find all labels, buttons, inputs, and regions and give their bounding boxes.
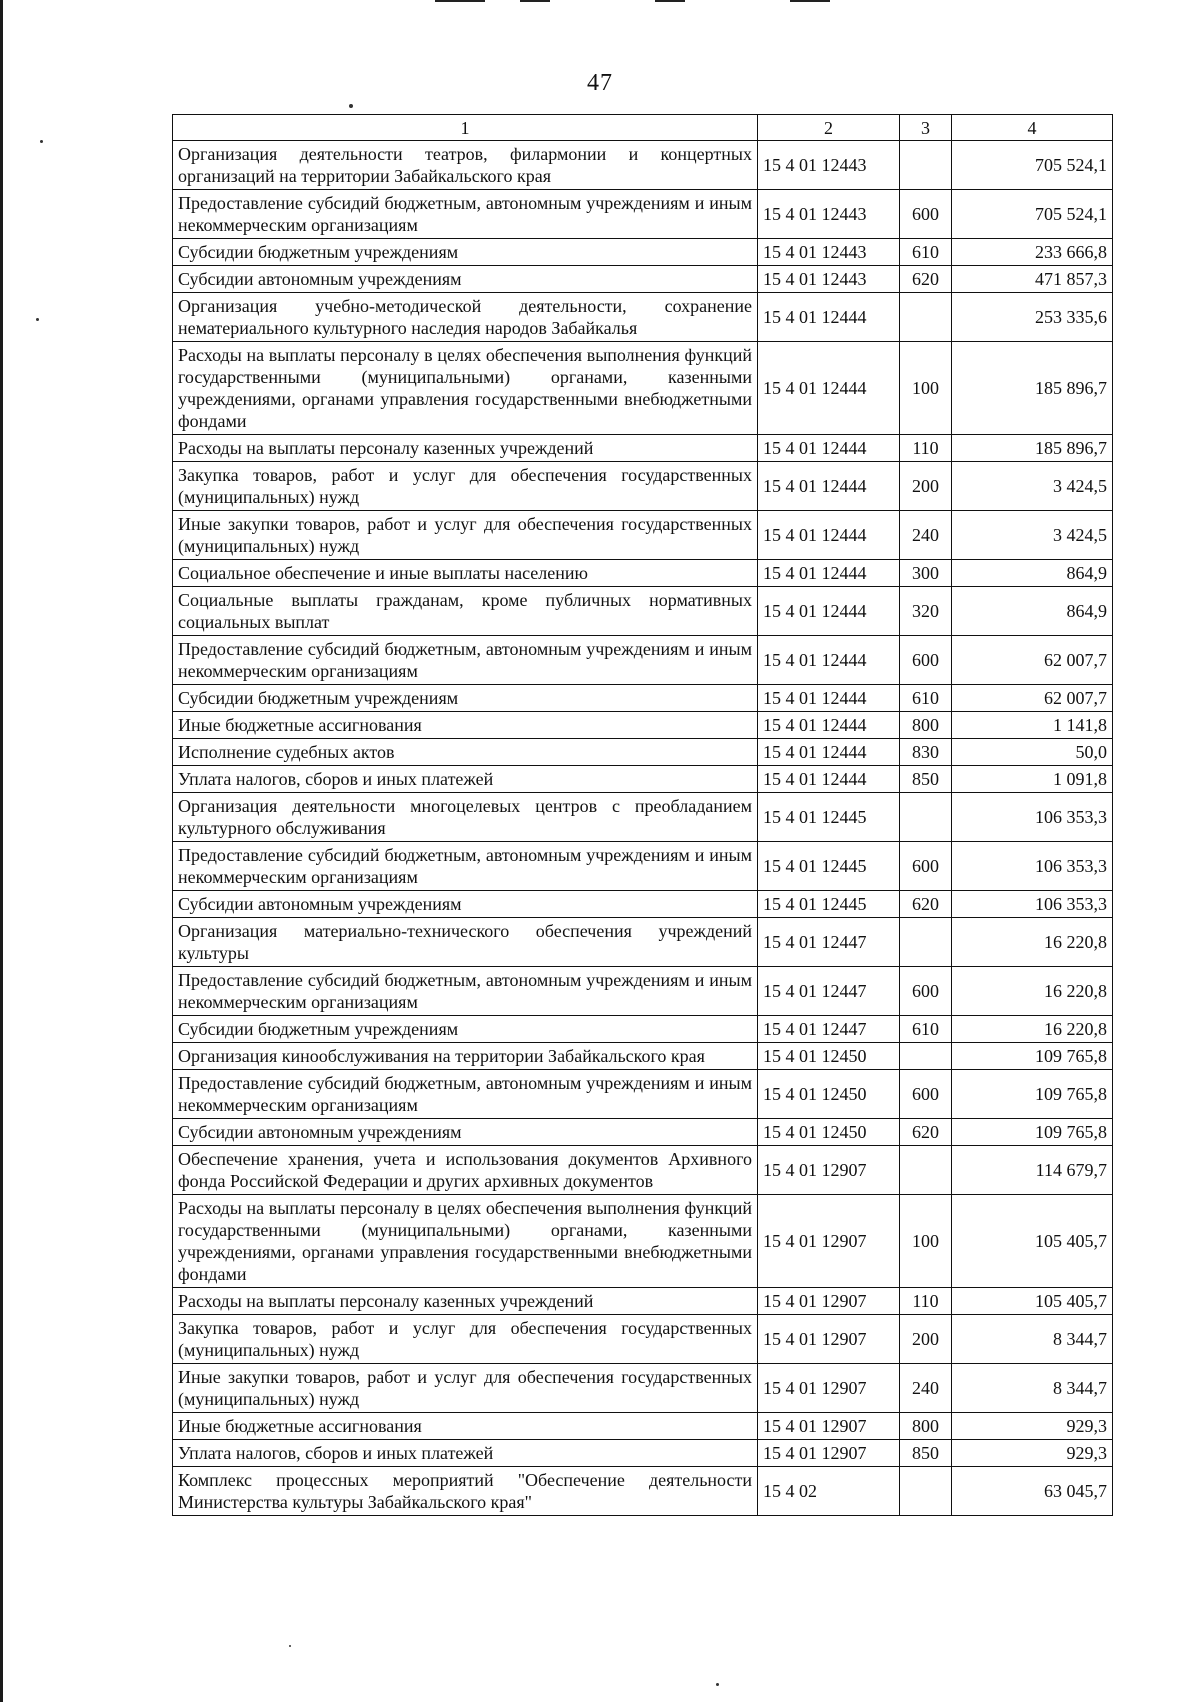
target-code-cell: 15 4 01 12445 bbox=[758, 793, 900, 842]
table-body bbox=[173, 141, 1113, 1516]
table-row bbox=[173, 435, 1113, 462]
amount-cell: 471 857,3 bbox=[952, 266, 1113, 293]
table-row bbox=[173, 1070, 1113, 1119]
table-row bbox=[173, 190, 1113, 239]
table-row bbox=[173, 239, 1113, 266]
expense-type-cell: 800 bbox=[900, 712, 952, 739]
table-row bbox=[173, 1315, 1113, 1364]
expense-name-cell: Субсидии бюджетным учреждениям bbox=[173, 1016, 758, 1043]
table-row bbox=[173, 1016, 1113, 1043]
amount-cell: 50,0 bbox=[952, 739, 1113, 766]
target-code-cell: 15 4 01 12444 bbox=[758, 462, 900, 511]
scan-top-mark bbox=[790, 0, 830, 2]
budget-table bbox=[172, 114, 1113, 1516]
expense-type-cell: 800 bbox=[900, 1413, 952, 1440]
target-code-cell: 15 4 01 12445 bbox=[758, 891, 900, 918]
expense-name-cell: Организация деятельности театров, филармонии и концертных организаций на территории Забайкальского края bbox=[173, 141, 758, 190]
table-row bbox=[173, 1364, 1113, 1413]
expense-type-cell: 110 bbox=[900, 1288, 952, 1315]
expense-name-cell: Расходы на выплаты персоналу казенных учреждений bbox=[173, 435, 758, 462]
amount-cell: 109 765,8 bbox=[952, 1043, 1113, 1070]
target-code-cell: 15 4 01 12444 bbox=[758, 342, 900, 435]
expense-type-cell: 600 bbox=[900, 190, 952, 239]
amount-cell: 62 007,7 bbox=[952, 685, 1113, 712]
target-code-cell: 15 4 01 12447 bbox=[758, 967, 900, 1016]
expense-name-cell: Социальное обеспечение и иные выплаты населению bbox=[173, 560, 758, 587]
expense-type-cell bbox=[900, 141, 952, 190]
target-code-cell: 15 4 01 12444 bbox=[758, 560, 900, 587]
expense-type-cell: 240 bbox=[900, 1364, 952, 1413]
amount-cell: 1 141,8 bbox=[952, 712, 1113, 739]
expense-name-cell: Субсидии бюджетным учреждениям bbox=[173, 685, 758, 712]
target-code-cell: 15 4 01 12444 bbox=[758, 636, 900, 685]
table-row bbox=[173, 918, 1113, 967]
table-row bbox=[173, 793, 1113, 842]
amount-cell: 16 220,8 bbox=[952, 1016, 1113, 1043]
column-header-2: 2 bbox=[758, 115, 900, 141]
expense-type-cell: 200 bbox=[900, 1315, 952, 1364]
target-code-cell: 15 4 01 12443 bbox=[758, 239, 900, 266]
amount-cell: 864,9 bbox=[952, 560, 1113, 587]
amount-cell: 3 424,5 bbox=[952, 511, 1113, 560]
table-row bbox=[173, 462, 1113, 511]
target-code-cell: 15 4 01 12907 bbox=[758, 1413, 900, 1440]
target-code-cell: 15 4 01 12443 bbox=[758, 141, 900, 190]
amount-cell: 105 405,7 bbox=[952, 1288, 1113, 1315]
amount-cell: 16 220,8 bbox=[952, 918, 1113, 967]
table-row bbox=[173, 266, 1113, 293]
scan-left-edge bbox=[0, 0, 3, 1702]
expense-name-cell: Иные закупки товаров, работ и услуг для обеспечения государственных (муниципальных) нужд bbox=[173, 511, 758, 560]
target-code-cell: 15 4 01 12444 bbox=[758, 435, 900, 462]
expense-name-cell: Субсидии автономным учреждениям bbox=[173, 266, 758, 293]
expense-type-cell: 110 bbox=[900, 435, 952, 462]
page-number: 47 bbox=[587, 70, 613, 96]
table-row bbox=[173, 1288, 1113, 1315]
column-header-4: 4 bbox=[952, 115, 1113, 141]
expense-type-cell: 620 bbox=[900, 266, 952, 293]
expense-name-cell: Предоставление субсидий бюджетным, автономным учреждениям и иным некоммерческим организациям bbox=[173, 1070, 758, 1119]
expense-type-cell: 620 bbox=[900, 1119, 952, 1146]
amount-cell: 109 765,8 bbox=[952, 1119, 1113, 1146]
amount-cell: 233 666,8 bbox=[952, 239, 1113, 266]
expense-type-cell: 620 bbox=[900, 891, 952, 918]
target-code-cell: 15 4 01 12444 bbox=[758, 766, 900, 793]
expense-name-cell: Уплата налогов, сборов и иных платежей bbox=[173, 766, 758, 793]
target-code-cell: 15 4 01 12450 bbox=[758, 1043, 900, 1070]
amount-cell: 105 405,7 bbox=[952, 1195, 1113, 1288]
target-code-cell: 15 4 02 bbox=[758, 1467, 900, 1516]
column-header-3: 3 bbox=[900, 115, 952, 141]
expense-type-cell: 100 bbox=[900, 342, 952, 435]
expense-type-cell bbox=[900, 1043, 952, 1070]
expense-name-cell: Исполнение судебных актов bbox=[173, 739, 758, 766]
expense-type-cell bbox=[900, 1146, 952, 1195]
expense-name-cell: Иные бюджетные ассигнования bbox=[173, 1413, 758, 1440]
scan-speck bbox=[40, 140, 43, 143]
expense-type-cell: 610 bbox=[900, 1016, 952, 1043]
expense-type-cell: 600 bbox=[900, 636, 952, 685]
amount-cell: 929,3 bbox=[952, 1413, 1113, 1440]
expense-type-cell: 240 bbox=[900, 511, 952, 560]
expense-type-cell: 200 bbox=[900, 462, 952, 511]
expense-name-cell: Комплекс процессных мероприятий "Обеспечение деятельности Министерства культуры Забайкальского края" bbox=[173, 1467, 758, 1516]
expense-name-cell: Закупка товаров, работ и услуг для обеспечения государственных (муниципальных) нужд bbox=[173, 462, 758, 511]
expense-name-cell: Иные закупки товаров, работ и услуг для обеспечения государственных (муниципальных) нужд bbox=[173, 1364, 758, 1413]
table-row bbox=[173, 842, 1113, 891]
expense-name-cell: Уплата налогов, сборов и иных платежей bbox=[173, 1440, 758, 1467]
amount-cell: 929,3 bbox=[952, 1440, 1113, 1467]
table-row bbox=[173, 141, 1113, 190]
scan-speck bbox=[36, 318, 39, 321]
table-row bbox=[173, 766, 1113, 793]
table-row bbox=[173, 739, 1113, 766]
target-code-cell: 15 4 01 12907 bbox=[758, 1288, 900, 1315]
column-header-1: 1 bbox=[173, 115, 758, 141]
table-row bbox=[173, 967, 1113, 1016]
target-code-cell: 15 4 01 12445 bbox=[758, 842, 900, 891]
expense-name-cell: Субсидии бюджетным учреждениям bbox=[173, 239, 758, 266]
amount-cell: 1 091,8 bbox=[952, 766, 1113, 793]
scan-top-mark bbox=[655, 0, 685, 2]
table-row bbox=[173, 1146, 1113, 1195]
target-code-cell: 15 4 01 12447 bbox=[758, 918, 900, 967]
scan-speck bbox=[716, 1683, 719, 1686]
expense-name-cell: Организация деятельности многоцелевых центров с преобладанием культурного обслуживания bbox=[173, 793, 758, 842]
table-row bbox=[173, 685, 1113, 712]
table-row bbox=[173, 636, 1113, 685]
target-code-cell: 15 4 01 12444 bbox=[758, 685, 900, 712]
expense-type-cell: 600 bbox=[900, 967, 952, 1016]
table-row bbox=[173, 712, 1113, 739]
expense-type-cell: 850 bbox=[900, 1440, 952, 1467]
target-code-cell: 15 4 01 12907 bbox=[758, 1315, 900, 1364]
expense-name-cell: Расходы на выплаты персоналу казенных учреждений bbox=[173, 1288, 758, 1315]
expense-type-cell bbox=[900, 793, 952, 842]
target-code-cell: 15 4 01 12907 bbox=[758, 1364, 900, 1413]
expense-type-cell: 600 bbox=[900, 842, 952, 891]
expense-type-cell: 300 bbox=[900, 560, 952, 587]
expense-name-cell: Организация кинообслуживания на территории Забайкальского края bbox=[173, 1043, 758, 1070]
amount-cell: 106 353,3 bbox=[952, 842, 1113, 891]
amount-cell: 106 353,3 bbox=[952, 793, 1113, 842]
expense-name-cell: Предоставление субсидий бюджетным, автономным учреждениям и иным некоммерческим организациям bbox=[173, 190, 758, 239]
table-row bbox=[173, 1119, 1113, 1146]
expense-type-cell: 600 bbox=[900, 1070, 952, 1119]
scan-top-mark bbox=[520, 0, 550, 2]
table-row bbox=[173, 587, 1113, 636]
target-code-cell: 15 4 01 12444 bbox=[758, 739, 900, 766]
amount-cell: 253 335,6 bbox=[952, 293, 1113, 342]
table-row bbox=[173, 560, 1113, 587]
expense-type-cell bbox=[900, 918, 952, 967]
expense-name-cell: Социальные выплаты гражданам, кроме публичных нормативных социальных выплат bbox=[173, 587, 758, 636]
expense-name-cell: Организация учебно-методической деятельности, сохранение нематериального культурного наследия народов Забайкалья bbox=[173, 293, 758, 342]
expense-type-cell: 610 bbox=[900, 685, 952, 712]
table-row bbox=[173, 1195, 1113, 1288]
amount-cell: 3 424,5 bbox=[952, 462, 1113, 511]
target-code-cell: 15 4 01 12450 bbox=[758, 1119, 900, 1146]
expense-name-cell: Закупка товаров, работ и услуг для обеспечения государственных (муниципальных) нужд bbox=[173, 1315, 758, 1364]
target-code-cell: 15 4 01 12907 bbox=[758, 1440, 900, 1467]
target-code-cell: 15 4 01 12443 bbox=[758, 190, 900, 239]
target-code-cell: 15 4 01 12443 bbox=[758, 266, 900, 293]
scan-speck bbox=[289, 1645, 291, 1647]
expense-type-cell bbox=[900, 1467, 952, 1516]
scan-speck bbox=[349, 104, 353, 108]
target-code-cell: 15 4 01 12444 bbox=[758, 587, 900, 636]
target-code-cell: 15 4 01 12907 bbox=[758, 1195, 900, 1288]
target-code-cell: 15 4 01 12444 bbox=[758, 712, 900, 739]
expense-type-cell: 830 bbox=[900, 739, 952, 766]
expense-type-cell: 320 bbox=[900, 587, 952, 636]
expense-type-cell: 850 bbox=[900, 766, 952, 793]
expense-type-cell: 610 bbox=[900, 239, 952, 266]
amount-cell: 705 524,1 bbox=[952, 190, 1113, 239]
expense-name-cell: Обеспечение хранения, учета и использования документов Архивного фонда Российской Федерации и других архивных документов bbox=[173, 1146, 758, 1195]
expense-name-cell: Субсидии автономным учреждениям bbox=[173, 891, 758, 918]
amount-cell: 705 524,1 bbox=[952, 141, 1113, 190]
target-code-cell: 15 4 01 12444 bbox=[758, 293, 900, 342]
target-code-cell: 15 4 01 12450 bbox=[758, 1070, 900, 1119]
table-row bbox=[173, 342, 1113, 435]
target-code-cell: 15 4 01 12444 bbox=[758, 511, 900, 560]
amount-cell: 106 353,3 bbox=[952, 891, 1113, 918]
amount-cell: 16 220,8 bbox=[952, 967, 1113, 1016]
scan-top-mark bbox=[435, 0, 485, 2]
table-header-row bbox=[173, 115, 1113, 141]
expense-name-cell: Расходы на выплаты персоналу в целях обеспечения выполнения функций государственными (муниципальными) органами, казенными учреждениями, органами управления государственными внебюджетными фондами bbox=[173, 342, 758, 435]
amount-cell: 114 679,7 bbox=[952, 1146, 1113, 1195]
expense-name-cell: Предоставление субсидий бюджетным, автономным учреждениям и иным некоммерческим организациям bbox=[173, 967, 758, 1016]
target-code-cell: 15 4 01 12907 bbox=[758, 1146, 900, 1195]
amount-cell: 8 344,7 bbox=[952, 1364, 1113, 1413]
table-row bbox=[173, 1043, 1113, 1070]
table-row bbox=[173, 1440, 1113, 1467]
expense-name-cell: Расходы на выплаты персоналу в целях обеспечения выполнения функций государственными (муниципальными) органами, казенными учреждениями, органами управления государственными внебюджетными фондами bbox=[173, 1195, 758, 1288]
table-row bbox=[173, 293, 1113, 342]
amount-cell: 63 045,7 bbox=[952, 1467, 1113, 1516]
amount-cell: 185 896,7 bbox=[952, 435, 1113, 462]
table-row bbox=[173, 891, 1113, 918]
amount-cell: 864,9 bbox=[952, 587, 1113, 636]
expense-name-cell: Организация материально-технического обеспечения учреждений культуры bbox=[173, 918, 758, 967]
expense-name-cell: Предоставление субсидий бюджетным, автономным учреждениям и иным некоммерческим организациям bbox=[173, 842, 758, 891]
target-code-cell: 15 4 01 12447 bbox=[758, 1016, 900, 1043]
table-row bbox=[173, 1467, 1113, 1516]
amount-cell: 8 344,7 bbox=[952, 1315, 1113, 1364]
expense-type-cell: 100 bbox=[900, 1195, 952, 1288]
table-row bbox=[173, 1413, 1113, 1440]
amount-cell: 109 765,8 bbox=[952, 1070, 1113, 1119]
amount-cell: 185 896,7 bbox=[952, 342, 1113, 435]
expense-name-cell: Иные бюджетные ассигнования bbox=[173, 712, 758, 739]
expense-type-cell bbox=[900, 293, 952, 342]
table-row bbox=[173, 511, 1113, 560]
expense-name-cell: Субсидии автономным учреждениям bbox=[173, 1119, 758, 1146]
expense-name-cell: Предоставление субсидий бюджетным, автономным учреждениям и иным некоммерческим организациям bbox=[173, 636, 758, 685]
amount-cell: 62 007,7 bbox=[952, 636, 1113, 685]
